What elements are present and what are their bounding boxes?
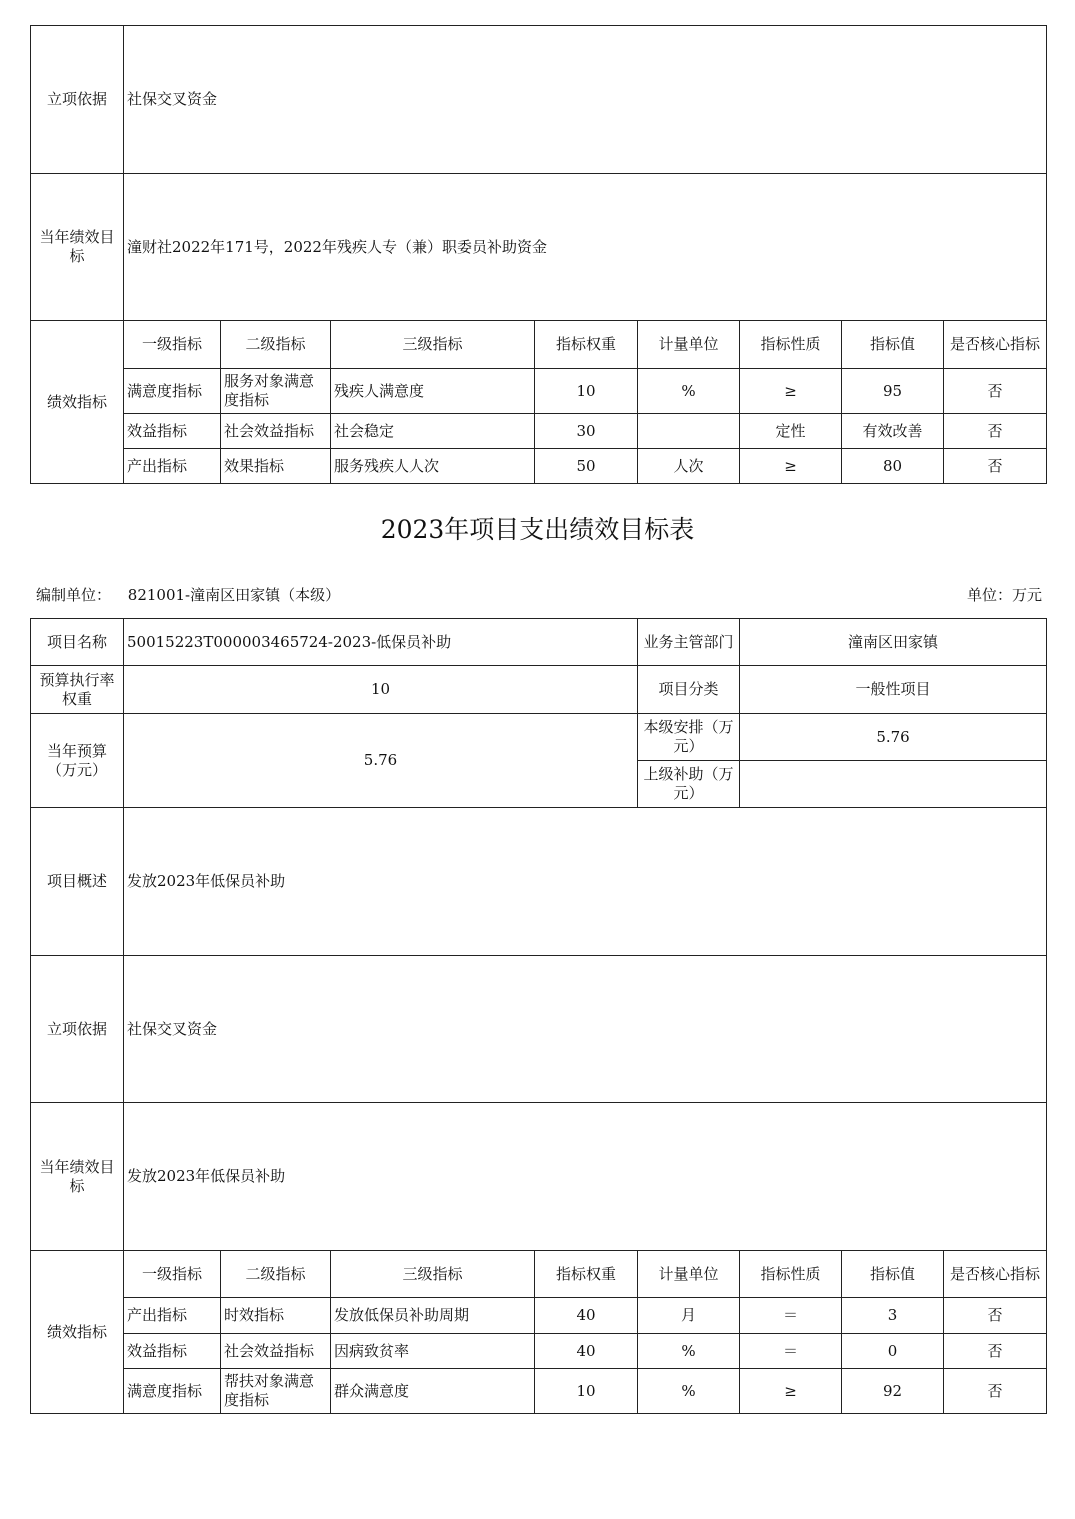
cell-weight: 30 (535, 414, 638, 449)
category-label: 项目分类 (638, 666, 740, 714)
cell-weight: 10 (535, 369, 638, 414)
cell-nature: ＝ (740, 1334, 842, 1369)
budget-label: 当年预算（万元） (31, 714, 124, 808)
goal-label: 当年绩效目标 (31, 174, 124, 321)
header-unit: 计量单位 (638, 321, 740, 369)
upper-label: 上级补助（万元） (638, 761, 740, 808)
prepared-by (36, 584, 340, 606)
cell-level3: 残疾人满意度 (331, 369, 535, 414)
cell-nature: ≥ (740, 1369, 842, 1414)
cell-level1: 产出指标 (124, 449, 221, 484)
header-level1: 一级指标 (124, 321, 221, 369)
dept-label: 业务主管部门 (638, 619, 740, 666)
header-nature: 指标性质 (740, 321, 842, 369)
cell-level3: 服务残疾人人次 (331, 449, 535, 484)
project-table (30, 618, 1047, 1414)
header-level3: 三级指标 (331, 321, 535, 369)
cell-nature: ≥ (740, 449, 842, 484)
indicators-label: 绩效指标 (31, 1251, 124, 1414)
cell-unit: % (638, 369, 740, 414)
header-weight: 指标权重 (535, 321, 638, 369)
cell-level3: 群众满意度 (331, 1369, 535, 1414)
cell-unit: 人次 (638, 449, 740, 484)
rate-label: 预算执行率权重 (31, 666, 124, 714)
goal-value: 发放2023年低保员补助 (124, 1103, 1047, 1251)
cell-level2: 社会效益指标 (221, 1334, 331, 1369)
cell-core: 否 (944, 449, 1047, 484)
cell-core: 否 (944, 414, 1047, 449)
cell-unit: 月 (638, 1298, 740, 1334)
prepared-by-label: 编制单位： (36, 586, 112, 604)
header-nature: 指标性质 (740, 1251, 842, 1298)
cell-weight: 50 (535, 449, 638, 484)
budget-value: 5.76 (124, 714, 638, 808)
header-level3: 三级指标 (331, 1251, 535, 1298)
header-unit: 计量单位 (638, 1251, 740, 1298)
cell-value: 80 (842, 449, 944, 484)
header-weight: 指标权重 (535, 1251, 638, 1298)
cell-nature: ＝ (740, 1298, 842, 1334)
cell-level1: 满意度指标 (124, 1369, 221, 1414)
goal-value: 潼财社2022年171号，2022年残疾人专（兼）职委员补助资金 (124, 174, 1047, 321)
cell-nature: 定性 (740, 414, 842, 449)
cell-unit: % (638, 1334, 740, 1369)
cell-unit: % (638, 1369, 740, 1414)
cell-value: 有效改善 (842, 414, 944, 449)
table-row (31, 1298, 1047, 1334)
cell-level1: 满意度指标 (124, 369, 221, 414)
header-core: 是否核心指标 (944, 1251, 1047, 1298)
prepared-by-value: 821001-潼南区田家镇（本级） (127, 586, 341, 604)
header-level1: 一级指标 (124, 1251, 221, 1298)
upper-value (740, 761, 1047, 808)
cell-weight: 10 (535, 1369, 638, 1414)
table-row (31, 414, 1047, 449)
basis-value: 社保交叉资金 (124, 26, 1047, 174)
project-name-value: 50015223T000003465724-2023-低保员补助 (124, 619, 638, 666)
cell-level2: 帮扶对象满意度指标 (221, 1369, 331, 1414)
cell-nature: ≥ (740, 369, 842, 414)
cell-level2: 效果指标 (221, 449, 331, 484)
dept-value: 潼南区田家镇 (740, 619, 1047, 666)
cell-level3: 因病致贫率 (331, 1334, 535, 1369)
header-level2: 二级指标 (221, 1251, 331, 1298)
table-row (31, 1369, 1047, 1414)
cell-level2: 时效指标 (221, 1298, 331, 1334)
cell-level1: 产出指标 (124, 1298, 221, 1334)
cell-value: 92 (842, 1369, 944, 1414)
indicators-label: 绩效指标 (31, 321, 124, 484)
cell-level2: 社会效益指标 (221, 414, 331, 449)
cell-level2: 服务对象满意度指标 (221, 369, 331, 414)
summary-label: 项目概述 (31, 808, 124, 956)
local-value: 5.76 (740, 714, 1047, 761)
cell-weight: 40 (535, 1298, 638, 1334)
header-core: 是否核心指标 (944, 321, 1047, 369)
money-unit: 单位：万元 (966, 586, 1042, 604)
local-label: 本级安排（万元） (638, 714, 740, 761)
basis-label: 立项依据 (31, 26, 124, 174)
cell-level1: 效益指标 (124, 414, 221, 449)
rate-value: 10 (124, 666, 638, 714)
cell-core: 否 (944, 1298, 1047, 1334)
basis-value: 社保交叉资金 (124, 956, 1047, 1103)
table-row (31, 449, 1047, 484)
table-row (31, 1334, 1047, 1369)
cell-weight: 40 (535, 1334, 638, 1369)
cell-value: 95 (842, 369, 944, 414)
header-level2: 二级指标 (221, 321, 331, 369)
basis-label: 立项依据 (31, 956, 124, 1103)
cell-level3: 发放低保员补助周期 (331, 1298, 535, 1334)
goal-label: 当年绩效目标 (31, 1103, 124, 1251)
category-value: 一般性项目 (740, 666, 1047, 714)
summary-value: 发放2023年低保员补助 (124, 808, 1047, 956)
table-row (31, 369, 1047, 414)
header-value: 指标值 (842, 1251, 944, 1298)
page-title: 2023年项目支出绩效目标表 (380, 515, 695, 544)
cell-core: 否 (944, 1369, 1047, 1414)
cell-level1: 效益指标 (124, 1334, 221, 1369)
cell-value: 0 (842, 1334, 944, 1369)
cell-level3: 社会稳定 (331, 414, 535, 449)
header-value: 指标值 (842, 321, 944, 369)
project-name-label: 项目名称 (31, 619, 124, 666)
cell-unit (638, 414, 740, 449)
previous-project-table (30, 25, 1047, 484)
cell-core: 否 (944, 369, 1047, 414)
cell-value: 3 (842, 1298, 944, 1334)
cell-core: 否 (944, 1334, 1047, 1369)
